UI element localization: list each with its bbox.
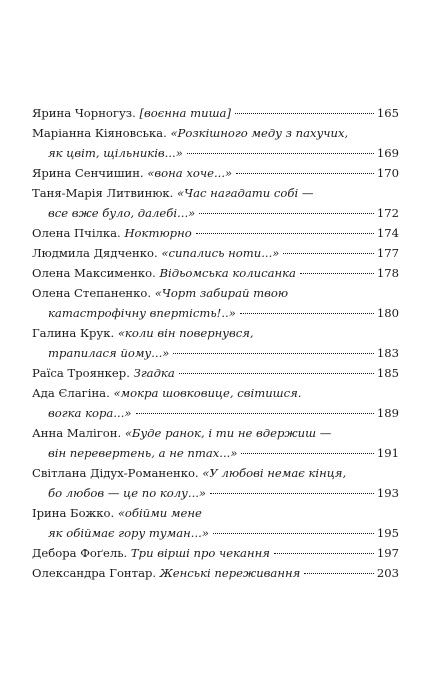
- toc-title: «коли він повернувся,: [117, 326, 254, 340]
- dot-leader: [179, 373, 374, 374]
- toc-author: Раїса Троянкер.: [32, 366, 130, 380]
- toc-entry-line: [32, 503, 399, 523]
- toc-title: «Буде ранок, і ти не вдержиш —: [124, 426, 332, 440]
- table-of-contents: [32, 103, 399, 583]
- toc-entry-line: [32, 443, 399, 463]
- toc-title: «сипались ноти...»: [161, 246, 280, 260]
- dot-leader: [173, 353, 374, 354]
- toc-entry-line: [32, 323, 399, 343]
- toc-author: Анна Малігон.: [32, 426, 122, 440]
- toc-entry: [32, 383, 399, 423]
- dot-leader: [240, 313, 374, 314]
- toc-entry-line: [32, 463, 399, 483]
- toc-author: Людмила Дядченко.: [32, 246, 158, 260]
- toc-entry: [32, 223, 399, 243]
- toc-page-number: 183: [376, 346, 399, 360]
- toc-title: катастрофічну впертість!..»: [48, 306, 236, 320]
- toc-entry-line: [32, 203, 399, 223]
- toc-entry-line: [32, 543, 399, 563]
- toc-title: [воєнна тиша]: [139, 106, 231, 120]
- toc-title: Відьомська колисанка: [159, 266, 296, 280]
- toc-entry-line: [32, 243, 399, 263]
- toc-author: Олександра Гонтар.: [32, 566, 157, 580]
- toc-entry-line: [32, 343, 399, 363]
- toc-title: «Час нагадати собі —: [177, 186, 314, 200]
- dot-leader: [241, 453, 373, 454]
- toc-page-number: 203: [376, 566, 399, 580]
- toc-entry: [32, 423, 399, 463]
- toc-title: трапилася йому...»: [48, 346, 170, 360]
- toc-page-number: 193: [376, 486, 399, 500]
- toc-entry: [32, 503, 399, 543]
- toc-entry-line: [32, 483, 399, 503]
- toc-entry: [32, 243, 399, 263]
- toc-author: Галина Крук.: [32, 326, 115, 340]
- toc-author: Маріанна Кіяновська.: [32, 126, 167, 140]
- toc-title: Згадка: [133, 366, 175, 380]
- toc-page-number: 172: [376, 206, 399, 220]
- toc-page-number: 165: [376, 106, 399, 120]
- toc-title: «обійми мене: [117, 506, 202, 520]
- toc-title: «У любові немає кінця,: [202, 466, 347, 480]
- toc-author: Ярина Чорногуз.: [32, 106, 136, 120]
- toc-entry-line: [32, 263, 399, 283]
- toc-author: Дебора Фоґель.: [32, 546, 128, 560]
- toc-title: як обіймає гору туман...»: [48, 526, 209, 540]
- toc-title: як цвіт, щільників...»: [48, 146, 183, 160]
- toc-author: Таня-Марія Литвинюк.: [32, 186, 174, 200]
- toc-entry: [32, 183, 399, 223]
- toc-title: Ноктюрно: [124, 226, 192, 240]
- dot-leader: [199, 213, 374, 214]
- toc-entry-line: [32, 363, 399, 383]
- toc-title: бо любов — це по колу...»: [48, 486, 207, 500]
- toc-entry-line: [32, 403, 399, 423]
- toc-page-number: 189: [376, 406, 399, 420]
- toc-author: Ада Єлагіна.: [32, 386, 110, 400]
- toc-entry: [32, 283, 399, 323]
- toc-entry-line: [32, 423, 399, 443]
- toc-page-number: 170: [376, 166, 399, 180]
- toc-entry: [32, 563, 399, 583]
- toc-entry: [32, 123, 399, 163]
- toc-entry-line: [32, 383, 399, 403]
- toc-entry-line: [32, 523, 399, 543]
- toc-entry: [32, 463, 399, 503]
- toc-page-number: 197: [376, 546, 399, 560]
- toc-page-number: 169: [376, 146, 399, 160]
- toc-title: Женські переживання: [159, 566, 301, 580]
- toc-entry-line: [32, 183, 399, 203]
- toc-title: все вже було, далебі...»: [48, 206, 196, 220]
- toc-page-number: 178: [376, 266, 399, 280]
- toc-entry: [32, 543, 399, 563]
- toc-entry-line: [32, 283, 399, 303]
- toc-entry-line: [32, 123, 399, 143]
- toc-author: Світлана Дідух-Романенко.: [32, 466, 199, 480]
- toc-author: Олена Максименко.: [32, 266, 156, 280]
- dot-leader: [210, 493, 374, 494]
- toc-page-number: 195: [376, 526, 399, 540]
- dot-leader: [213, 533, 374, 534]
- toc-entry-line: [32, 103, 399, 123]
- toc-page-number: 180: [376, 306, 399, 320]
- toc-page-number: 185: [376, 366, 399, 380]
- toc-entry-line: [32, 143, 399, 163]
- toc-title: «мокра шовковице, світишся.: [113, 386, 302, 400]
- dot-leader: [136, 413, 374, 414]
- toc-author: Олена Степаненко.: [32, 286, 152, 300]
- dot-leader: [235, 113, 374, 114]
- toc-entry-line: [32, 303, 399, 323]
- dot-leader: [300, 273, 374, 274]
- toc-author: Ірина Божко.: [32, 506, 115, 520]
- toc-page-number: 191: [376, 446, 399, 460]
- toc-entry: [32, 363, 399, 383]
- toc-entry: [32, 263, 399, 283]
- toc-title: «Розкішного меду з пахучих,: [170, 126, 349, 140]
- toc-title: «вона хоче...»: [147, 166, 233, 180]
- toc-entry: [32, 163, 399, 183]
- toc-page-number: 177: [376, 246, 399, 260]
- toc-entry: [32, 323, 399, 363]
- dot-leader: [304, 573, 374, 574]
- toc-page-number: 174: [376, 226, 399, 240]
- toc-entry: [32, 103, 399, 123]
- toc-author: Олена Пчілка.: [32, 226, 121, 240]
- toc-title: він перевертень, а не птах...»: [48, 446, 238, 460]
- dot-leader: [187, 153, 374, 154]
- dot-leader: [236, 173, 374, 174]
- dot-leader: [196, 233, 374, 234]
- toc-title: «Чорт забирай твою: [154, 286, 289, 300]
- toc-entry-line: [32, 563, 399, 583]
- toc-title: вогка кора...»: [48, 406, 132, 420]
- toc-entry-line: [32, 223, 399, 243]
- dot-leader: [283, 253, 374, 254]
- dot-leader: [274, 553, 374, 554]
- toc-author: Ярина Сенчишин.: [32, 166, 144, 180]
- toc-entry-line: [32, 163, 399, 183]
- toc-title: Три вірші про чекання: [130, 546, 270, 560]
